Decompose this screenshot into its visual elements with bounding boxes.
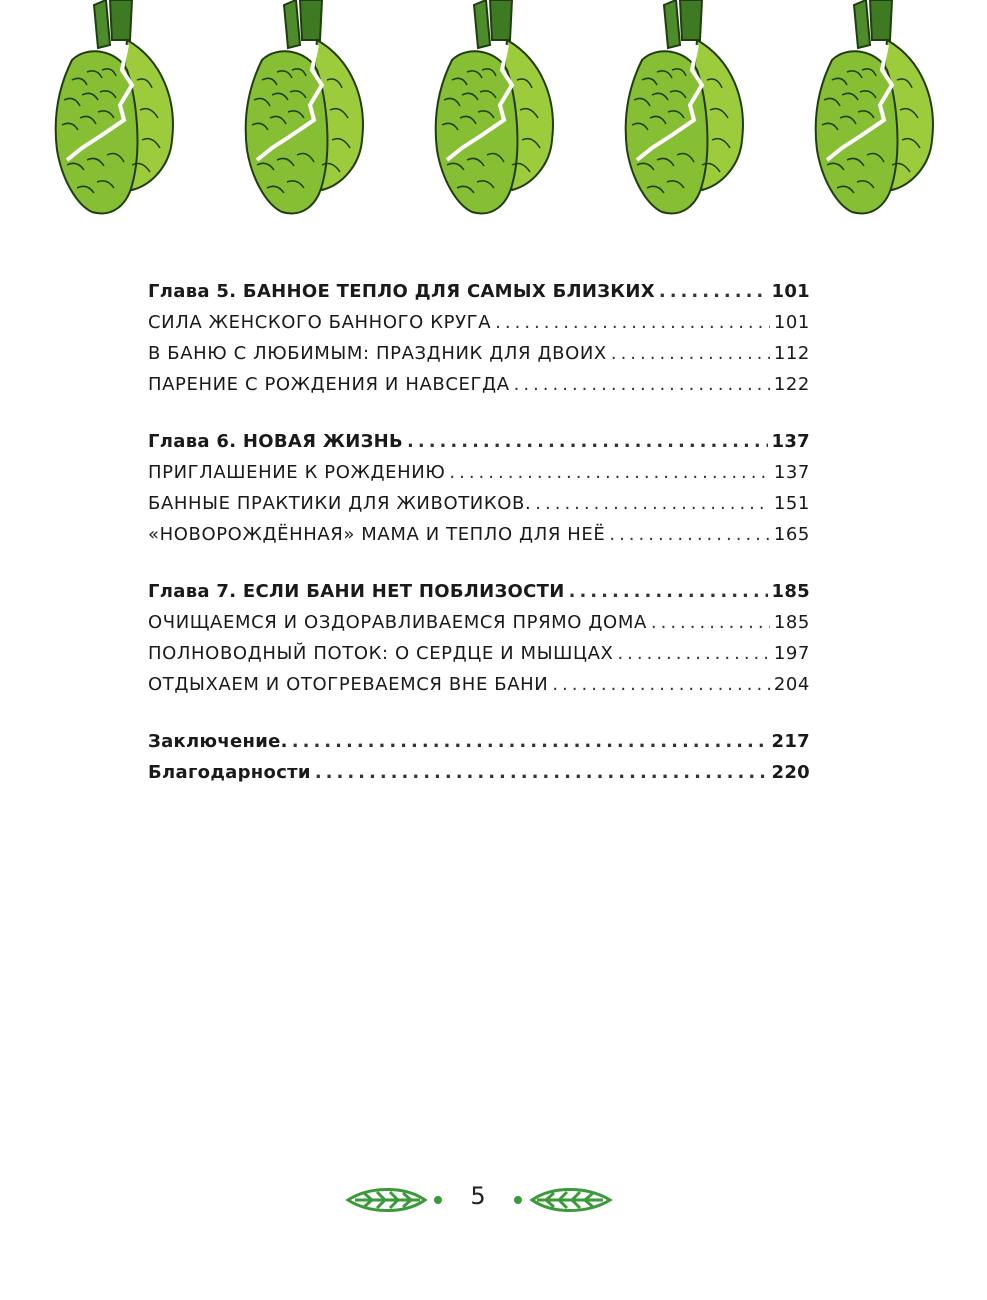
toc-entry-page: 137 [771, 431, 810, 452]
toc-entry[interactable] [148, 757, 810, 788]
toc-leader-dots [449, 457, 769, 488]
toc-chapter-5 [148, 276, 810, 400]
toc-entry-title: ПАРЕНИЕ С РОЖДЕНИЯ И НАВСЕГДА [148, 374, 510, 395]
toc-entry-title: БАННЫЕ ПРАКТИКИ ДЛЯ ЖИВОТИКОВ. [148, 493, 532, 514]
toc-chapter-6 [148, 426, 810, 550]
broom-icon [436, 0, 553, 213]
page-number: 5 [470, 1182, 486, 1210]
toc-entry-title: Глава 6. НОВАЯ ЖИЗНЬ [148, 431, 404, 452]
toc-entry-title: Благодарности [148, 762, 311, 783]
toc-entry-page: 197 [773, 643, 810, 664]
toc-entry[interactable] [148, 457, 810, 488]
toc-leader-dots [292, 726, 768, 757]
broom-icon [246, 0, 363, 213]
toc-leader-dots [659, 276, 768, 307]
toc-leader-dots [617, 638, 769, 669]
toc-leader-dots [569, 576, 768, 607]
toc-entry-page: 185 [773, 612, 810, 633]
toc-entry-page: 137 [773, 462, 810, 483]
toc-entry[interactable] [148, 426, 810, 457]
toc-entry-page: 204 [773, 674, 810, 695]
toc-entry[interactable] [148, 488, 810, 519]
dot-icon [434, 1196, 442, 1204]
toc-entry-title: «НОВОРОЖДЁННАЯ» МАМА И ТЕПЛО ДЛЯ НЕЁ [148, 524, 606, 545]
toc-leader-dots [407, 426, 767, 457]
toc-entry[interactable] [148, 638, 810, 669]
toc-entry-title: Заключение. [148, 731, 288, 752]
toc-entry-title: Глава 5. БАННОЕ ТЕПЛО ДЛЯ САМЫХ БЛИЗКИХ [148, 281, 655, 302]
broom-icon [626, 0, 743, 213]
broom-icon [56, 0, 173, 213]
toc-entry-page: 112 [773, 343, 810, 364]
leaf-left-icon [348, 1190, 425, 1211]
toc-entry[interactable] [148, 307, 810, 338]
toc-entry-title: ОЧИЩАЕМСЯ И ОЗДОРАВЛИВАЕМСЯ ПРЯМО ДОМА [148, 612, 647, 633]
toc-leader-dots [535, 488, 770, 519]
toc-entry-page: 101 [771, 281, 810, 302]
toc-leader-dots [651, 607, 770, 638]
toc-entry[interactable] [148, 607, 810, 638]
toc-leader-dots [315, 757, 768, 788]
toc-entry-page: 122 [773, 374, 810, 395]
broom-icon [816, 0, 933, 213]
leaf-right-icon [532, 1190, 610, 1211]
toc-entry[interactable] [148, 669, 810, 700]
table-of-contents [148, 276, 810, 814]
toc-entry[interactable] [148, 338, 810, 369]
toc-entry-page: 220 [771, 762, 810, 783]
header-broom-illustrations [0, 0, 987, 225]
toc-leader-dots [609, 519, 769, 550]
toc-leader-dots [611, 338, 770, 369]
dot-icon [514, 1196, 522, 1204]
toc-entry-title: Глава 7. ЕСЛИ БАНИ НЕТ ПОБЛИЗОСТИ [148, 581, 565, 602]
toc-entry-page: 217 [771, 731, 810, 752]
toc-entry-title: ОТДЫХАЕМ И ОТОГРЕВАЕМСЯ ВНЕ БАНИ [148, 674, 549, 695]
toc-entry-title: В БАНЮ С ЛЮБИМЫМ: ПРАЗДНИК ДЛЯ ДВОИХ [148, 343, 607, 364]
toc-entry[interactable] [148, 369, 810, 400]
toc-entry[interactable] [148, 519, 810, 550]
toc-entry-title: СИЛА ЖЕНСКОГО БАННОГО КРУГА [148, 312, 492, 333]
toc-back-matter [148, 726, 810, 788]
toc-entry-page: 165 [773, 524, 810, 545]
toc-entry[interactable] [148, 726, 810, 757]
toc-entry-page: 151 [773, 493, 810, 514]
toc-entry-page: 101 [773, 312, 810, 333]
toc-entry[interactable] [148, 276, 810, 307]
toc-entry[interactable] [148, 576, 810, 607]
toc-entry-title: ПОЛНОВОДНЫЙ ПОТОК: О СЕРДЦЕ И МЫШЦАХ [148, 643, 614, 664]
toc-chapter-7 [148, 576, 810, 700]
toc-leader-dots [514, 369, 770, 400]
toc-leader-dots [552, 669, 770, 700]
toc-entry-title: ПРИГЛАШЕНИЕ К РОЖДЕНИЮ [148, 462, 446, 483]
toc-entry-page: 185 [771, 581, 810, 602]
toc-leader-dots [495, 307, 770, 338]
